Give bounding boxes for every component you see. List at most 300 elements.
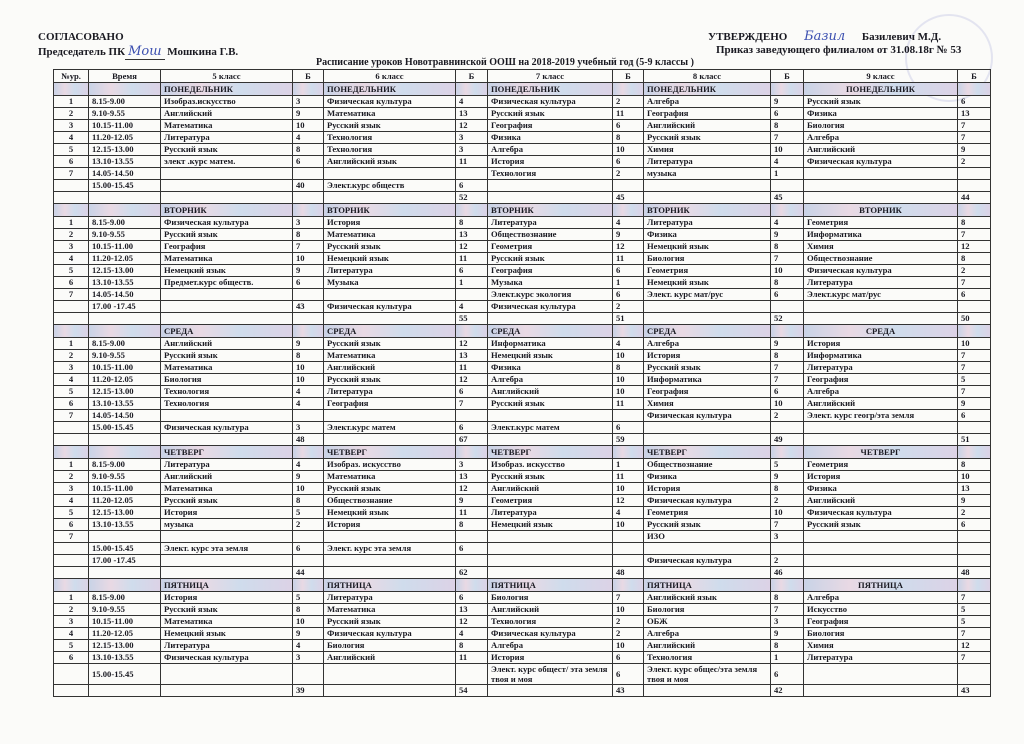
difficulty-score: 3 bbox=[456, 132, 488, 144]
difficulty-score: 6 bbox=[456, 543, 488, 555]
subject-cell: Физическая культура bbox=[644, 495, 771, 507]
subject-cell: Физическая культура bbox=[804, 156, 958, 168]
difficulty-score: 6 bbox=[771, 108, 804, 120]
difficulty-score: 11 bbox=[456, 507, 488, 519]
subject-cell bbox=[804, 543, 958, 555]
subject-cell: Физическая культура bbox=[324, 301, 456, 313]
difficulty-score bbox=[771, 301, 804, 313]
lesson-time: 15.00-15.45 bbox=[89, 422, 161, 434]
day-total: 43 bbox=[613, 685, 644, 697]
difficulty-score bbox=[771, 180, 804, 192]
subject-cell: Литература bbox=[161, 132, 293, 144]
difficulty-score: 8 bbox=[613, 362, 644, 374]
subject-cell bbox=[804, 664, 958, 685]
lesson-row bbox=[54, 652, 991, 664]
subject-cell: Русский язык bbox=[644, 362, 771, 374]
lesson-number: 2 bbox=[54, 350, 89, 362]
day-band bbox=[54, 579, 89, 592]
lesson-time: 9.10-9.55 bbox=[89, 471, 161, 483]
difficulty-score: 5 bbox=[771, 459, 804, 471]
subject-cell bbox=[644, 180, 771, 192]
empty-cell bbox=[804, 685, 958, 697]
day-band bbox=[293, 446, 324, 459]
subject-cell: География bbox=[488, 120, 613, 132]
day-band bbox=[89, 325, 161, 338]
subject-cell: Литература bbox=[161, 459, 293, 471]
subject-cell bbox=[161, 555, 293, 567]
totals-row bbox=[54, 434, 991, 446]
subject-cell: Обществознание bbox=[804, 253, 958, 265]
day-name: ПОНЕДЕЛЬНИК bbox=[161, 83, 293, 96]
subject-cell: Элект. курс общес/эта земля твоя и моя bbox=[644, 664, 771, 685]
subject-cell: Физика bbox=[804, 483, 958, 495]
lesson-number bbox=[54, 301, 89, 313]
difficulty-score bbox=[456, 289, 488, 301]
difficulty-score: 7 bbox=[456, 398, 488, 410]
lesson-time: 11.20-12.05 bbox=[89, 495, 161, 507]
lesson-row bbox=[54, 410, 991, 422]
difficulty-score bbox=[771, 543, 804, 555]
subject-cell bbox=[324, 168, 456, 180]
difficulty-score: 5 bbox=[958, 616, 991, 628]
subject-cell: Физическая культура bbox=[161, 652, 293, 664]
lesson-row bbox=[54, 241, 991, 253]
empty-cell bbox=[488, 192, 613, 204]
difficulty-score: 11 bbox=[613, 471, 644, 483]
subject-cell bbox=[488, 180, 613, 192]
subject-cell: Русский язык bbox=[324, 338, 456, 350]
lesson-time: 15.00-15.45 bbox=[89, 180, 161, 192]
difficulty-score: 13 bbox=[958, 108, 991, 120]
lesson-number: 4 bbox=[54, 374, 89, 386]
difficulty-score: 8 bbox=[293, 350, 324, 362]
difficulty-score: 7 bbox=[958, 277, 991, 289]
difficulty-score: 10 bbox=[293, 374, 324, 386]
difficulty-score: 6 bbox=[771, 664, 804, 685]
totals-row bbox=[54, 313, 991, 325]
subject-cell bbox=[324, 289, 456, 301]
difficulty-score bbox=[613, 180, 644, 192]
empty-cell bbox=[324, 567, 456, 579]
day-band bbox=[613, 579, 644, 592]
difficulty-score: 8 bbox=[771, 483, 804, 495]
day-band bbox=[54, 325, 89, 338]
day-total: 42 bbox=[771, 685, 804, 697]
subject-cell: Биология bbox=[644, 253, 771, 265]
subject-cell: Русский язык bbox=[488, 108, 613, 120]
day-band bbox=[293, 579, 324, 592]
subject-cell bbox=[161, 180, 293, 192]
subject-cell bbox=[804, 422, 958, 434]
empty-cell bbox=[804, 434, 958, 446]
difficulty-score: 9 bbox=[293, 471, 324, 483]
column-header-row bbox=[54, 70, 991, 83]
day-band bbox=[456, 579, 488, 592]
difficulty-score: 8 bbox=[293, 229, 324, 241]
subject-cell: Предмет.курс обществ. bbox=[161, 277, 293, 289]
approver-name: Базилевич М.Д. bbox=[861, 31, 942, 43]
day-band bbox=[613, 325, 644, 338]
column-header: 6 класс bbox=[324, 70, 456, 83]
difficulty-score bbox=[958, 531, 991, 543]
lesson-time: 10.15-11.00 bbox=[89, 616, 161, 628]
lesson-number: 4 bbox=[54, 253, 89, 265]
subject-cell: Английский язык bbox=[324, 156, 456, 168]
difficulty-score: 8 bbox=[771, 120, 804, 132]
subject-cell: Алгебра bbox=[644, 628, 771, 640]
subject-cell: ОБЖ bbox=[644, 616, 771, 628]
empty-cell bbox=[89, 192, 161, 204]
difficulty-score: 1 bbox=[771, 652, 804, 664]
difficulty-score bbox=[958, 543, 991, 555]
difficulty-score: 13 bbox=[958, 483, 991, 495]
subject-cell: Русский язык bbox=[488, 398, 613, 410]
lesson-row bbox=[54, 217, 991, 229]
empty-cell bbox=[644, 685, 771, 697]
subject-cell: Русский язык bbox=[644, 132, 771, 144]
subject-cell bbox=[804, 301, 958, 313]
subject-cell: Русский язык bbox=[161, 144, 293, 156]
empty-cell bbox=[804, 192, 958, 204]
day-band bbox=[771, 325, 804, 338]
day-band bbox=[89, 446, 161, 459]
subject-cell: Немецкий язык bbox=[644, 241, 771, 253]
day-total: 45 bbox=[771, 192, 804, 204]
lesson-number: 2 bbox=[54, 229, 89, 241]
subject-cell: История bbox=[324, 519, 456, 531]
difficulty-score bbox=[456, 664, 488, 685]
day-band bbox=[958, 579, 991, 592]
lesson-row bbox=[54, 459, 991, 471]
day-name: СРЕДА bbox=[161, 325, 293, 338]
difficulty-score bbox=[293, 664, 324, 685]
difficulty-score: 10 bbox=[293, 483, 324, 495]
difficulty-score bbox=[958, 555, 991, 567]
approved-label: УТВЕРЖДЕНО bbox=[708, 31, 788, 43]
difficulty-score: 10 bbox=[293, 253, 324, 265]
lesson-row bbox=[54, 253, 991, 265]
lesson-time: 8.15-9.00 bbox=[89, 217, 161, 229]
lesson-number: 4 bbox=[54, 132, 89, 144]
difficulty-score: 3 bbox=[771, 531, 804, 543]
difficulty-score: 8 bbox=[456, 519, 488, 531]
lesson-number: 5 bbox=[54, 265, 89, 277]
lesson-row bbox=[54, 519, 991, 531]
lesson-time: 12.15-13.00 bbox=[89, 144, 161, 156]
subject-cell: География bbox=[804, 374, 958, 386]
day-name: ПЯТНИЦА bbox=[161, 579, 293, 592]
subject-cell: Алгебра bbox=[804, 132, 958, 144]
subject-cell: Математика bbox=[324, 604, 456, 616]
subject-cell: Физика bbox=[488, 362, 613, 374]
difficulty-score: 2 bbox=[613, 168, 644, 180]
subject-cell bbox=[644, 422, 771, 434]
difficulty-score: 8 bbox=[456, 217, 488, 229]
subject-cell: Английский bbox=[804, 398, 958, 410]
empty-cell bbox=[161, 567, 293, 579]
difficulty-score: 4 bbox=[771, 217, 804, 229]
day-name: ПЯТНИЦА bbox=[324, 579, 456, 592]
difficulty-score: 9 bbox=[958, 495, 991, 507]
subject-cell: История bbox=[644, 483, 771, 495]
difficulty-score: 7 bbox=[958, 652, 991, 664]
difficulty-score: 11 bbox=[456, 362, 488, 374]
subject-cell: Литература bbox=[488, 507, 613, 519]
day-name: ПЯТНИЦА bbox=[644, 579, 771, 592]
subject-cell: Химия bbox=[804, 640, 958, 652]
difficulty-score: 6 bbox=[456, 592, 488, 604]
day-band bbox=[456, 325, 488, 338]
subject-cell: Информатика bbox=[488, 338, 613, 350]
subject-cell: Искусство bbox=[804, 604, 958, 616]
subject-cell: Музыка bbox=[488, 277, 613, 289]
lesson-row bbox=[54, 422, 991, 434]
day-total: 51 bbox=[613, 313, 644, 325]
day-total: 44 bbox=[293, 567, 324, 579]
difficulty-score: 4 bbox=[613, 217, 644, 229]
difficulty-score: 2 bbox=[958, 156, 991, 168]
day-band bbox=[958, 325, 991, 338]
empty-cell bbox=[89, 313, 161, 325]
subject-cell: Изобраз.искусство bbox=[161, 96, 293, 108]
subject-cell: Алгебра bbox=[488, 374, 613, 386]
difficulty-score: 7 bbox=[958, 628, 991, 640]
lesson-row bbox=[54, 120, 991, 132]
day-total: 54 bbox=[456, 685, 488, 697]
day-band bbox=[89, 83, 161, 96]
subject-cell: Русский язык bbox=[324, 120, 456, 132]
lesson-number: 6 bbox=[54, 277, 89, 289]
empty-cell bbox=[488, 434, 613, 446]
subject-cell: Русский язык bbox=[324, 241, 456, 253]
lesson-row bbox=[54, 483, 991, 495]
empty-cell bbox=[644, 192, 771, 204]
subject-cell: История bbox=[804, 338, 958, 350]
subject-cell: Английский bbox=[324, 362, 456, 374]
day-total: 43 bbox=[958, 685, 991, 697]
difficulty-score bbox=[456, 168, 488, 180]
subject-cell: Физическая культура bbox=[804, 507, 958, 519]
subject-cell: История bbox=[804, 471, 958, 483]
difficulty-score: 12 bbox=[456, 374, 488, 386]
subject-cell: Английский bbox=[324, 652, 456, 664]
lesson-time: 11.20-12.05 bbox=[89, 253, 161, 265]
subject-cell: Физическая культура bbox=[804, 265, 958, 277]
difficulty-score bbox=[613, 543, 644, 555]
difficulty-score: 11 bbox=[456, 253, 488, 265]
difficulty-score: 12 bbox=[456, 338, 488, 350]
subject-cell: Английский bbox=[161, 108, 293, 120]
difficulty-score bbox=[958, 168, 991, 180]
difficulty-score: 6 bbox=[771, 386, 804, 398]
subject-cell: Биология bbox=[644, 604, 771, 616]
totals-row bbox=[54, 567, 991, 579]
approved-line bbox=[708, 29, 941, 44]
lesson-time: 17.00 -17.45 bbox=[89, 301, 161, 313]
difficulty-score: 2 bbox=[958, 265, 991, 277]
difficulty-score: 7 bbox=[771, 253, 804, 265]
day-total: 48 bbox=[613, 567, 644, 579]
lesson-time: 8.15-9.00 bbox=[89, 338, 161, 350]
order-text: Приказ заведующего филиалом от 31.08.18г № 53 bbox=[716, 44, 962, 56]
difficulty-score: 10 bbox=[613, 350, 644, 362]
subject-cell: Биология bbox=[324, 640, 456, 652]
difficulty-score: 7 bbox=[958, 132, 991, 144]
difficulty-score: 7 bbox=[293, 241, 324, 253]
subject-cell: Информатика bbox=[804, 229, 958, 241]
subject-cell: Русский язык bbox=[488, 471, 613, 483]
subject-cell: Обществознание bbox=[324, 495, 456, 507]
subject-cell: Литература bbox=[324, 592, 456, 604]
lesson-number: 1 bbox=[54, 338, 89, 350]
day-name: ПЯТНИЦА bbox=[804, 579, 958, 592]
difficulty-score: 5 bbox=[293, 592, 324, 604]
difficulty-score: 5 bbox=[958, 374, 991, 386]
subject-cell: Литература bbox=[804, 277, 958, 289]
subject-cell: Немецкий язык bbox=[161, 265, 293, 277]
difficulty-score: 7 bbox=[958, 592, 991, 604]
subject-cell: Физика bbox=[644, 229, 771, 241]
difficulty-score bbox=[958, 180, 991, 192]
difficulty-score: 6 bbox=[613, 120, 644, 132]
difficulty-score: 2 bbox=[293, 519, 324, 531]
column-header: Б bbox=[293, 70, 324, 83]
difficulty-score: 10 bbox=[613, 483, 644, 495]
subject-cell: Технология bbox=[488, 616, 613, 628]
subject-cell: Немецкий язык bbox=[488, 350, 613, 362]
difficulty-score: 8 bbox=[293, 144, 324, 156]
day-name: ЧЕТВЕРГ bbox=[804, 446, 958, 459]
difficulty-score: 7 bbox=[613, 592, 644, 604]
subject-cell: География bbox=[804, 616, 958, 628]
subject-cell: Биология bbox=[804, 120, 958, 132]
empty-cell bbox=[324, 192, 456, 204]
lesson-number: 7 bbox=[54, 410, 89, 422]
difficulty-score bbox=[456, 410, 488, 422]
difficulty-score: 8 bbox=[771, 350, 804, 362]
day-band bbox=[54, 446, 89, 459]
difficulty-score: 3 bbox=[293, 217, 324, 229]
subject-cell: Физическая культура bbox=[324, 96, 456, 108]
difficulty-score: 6 bbox=[293, 277, 324, 289]
difficulty-score: 1 bbox=[456, 277, 488, 289]
difficulty-score: 4 bbox=[613, 338, 644, 350]
day-total: 51 bbox=[958, 434, 991, 446]
lesson-row bbox=[54, 229, 991, 241]
lesson-row bbox=[54, 362, 991, 374]
subject-cell: Технология bbox=[161, 398, 293, 410]
difficulty-score: 13 bbox=[456, 604, 488, 616]
lesson-row bbox=[54, 664, 991, 685]
subject-cell: Геометрия bbox=[804, 459, 958, 471]
empty-cell bbox=[161, 313, 293, 325]
lesson-time: 14.05-14.50 bbox=[89, 410, 161, 422]
subject-cell: Русский язык bbox=[644, 519, 771, 531]
column-header: Б bbox=[771, 70, 804, 83]
subject-cell: Музыка bbox=[324, 277, 456, 289]
difficulty-score: 6 bbox=[456, 386, 488, 398]
difficulty-score: 11 bbox=[613, 398, 644, 410]
lesson-row bbox=[54, 144, 991, 156]
lesson-row bbox=[54, 495, 991, 507]
empty-cell bbox=[644, 434, 771, 446]
difficulty-score: 3 bbox=[293, 652, 324, 664]
difficulty-score bbox=[456, 531, 488, 543]
difficulty-score bbox=[958, 664, 991, 685]
difficulty-score: 1 bbox=[771, 168, 804, 180]
difficulty-score: 9 bbox=[293, 628, 324, 640]
subject-cell: Литература bbox=[161, 640, 293, 652]
subject-cell: Биология bbox=[161, 374, 293, 386]
subject-cell: Физическая культура bbox=[644, 410, 771, 422]
difficulty-score: 10 bbox=[958, 471, 991, 483]
difficulty-score: 4 bbox=[293, 386, 324, 398]
day-band bbox=[293, 204, 324, 217]
difficulty-score: 7 bbox=[771, 604, 804, 616]
day-band bbox=[613, 83, 644, 96]
subject-cell bbox=[488, 555, 613, 567]
lesson-time: 9.10-9.55 bbox=[89, 350, 161, 362]
difficulty-score: 2 bbox=[771, 495, 804, 507]
subject-cell bbox=[804, 168, 958, 180]
difficulty-score: 7 bbox=[958, 386, 991, 398]
subject-cell: Русский язык bbox=[161, 229, 293, 241]
lesson-row bbox=[54, 301, 991, 313]
lesson-row bbox=[54, 156, 991, 168]
subject-cell: Английский bbox=[644, 120, 771, 132]
lesson-number bbox=[54, 543, 89, 555]
subject-cell: Обществознание bbox=[488, 229, 613, 241]
lesson-number: 6 bbox=[54, 519, 89, 531]
day-total: 67 bbox=[456, 434, 488, 446]
difficulty-score: 8 bbox=[958, 217, 991, 229]
empty-cell bbox=[324, 434, 456, 446]
subject-cell: Немецкий язык bbox=[488, 519, 613, 531]
lesson-number: 4 bbox=[54, 628, 89, 640]
subject-cell bbox=[488, 410, 613, 422]
difficulty-score: 10 bbox=[771, 507, 804, 519]
subject-cell: История bbox=[644, 350, 771, 362]
subject-cell: Изобраз. искусство bbox=[488, 459, 613, 471]
subject-cell: Элект.курс экология bbox=[488, 289, 613, 301]
difficulty-score: 6 bbox=[293, 156, 324, 168]
difficulty-score: 4 bbox=[613, 507, 644, 519]
difficulty-score: 43 bbox=[293, 301, 324, 313]
subject-cell: Технология bbox=[488, 168, 613, 180]
day-band bbox=[771, 446, 804, 459]
subject-cell: Геометрия bbox=[488, 495, 613, 507]
column-header: Б bbox=[613, 70, 644, 83]
day-band bbox=[293, 325, 324, 338]
lesson-number: 7 bbox=[54, 168, 89, 180]
difficulty-score bbox=[958, 301, 991, 313]
difficulty-score: 8 bbox=[293, 495, 324, 507]
difficulty-score: 4 bbox=[456, 301, 488, 313]
difficulty-score: 10 bbox=[613, 519, 644, 531]
lesson-number bbox=[54, 555, 89, 567]
empty-cell bbox=[54, 434, 89, 446]
difficulty-score: 4 bbox=[293, 459, 324, 471]
difficulty-score: 11 bbox=[613, 253, 644, 265]
lesson-time: 11.20-12.05 bbox=[89, 132, 161, 144]
subject-cell: Английский bbox=[161, 471, 293, 483]
lesson-number: 2 bbox=[54, 108, 89, 120]
empty-cell bbox=[161, 434, 293, 446]
difficulty-score: 13 bbox=[456, 108, 488, 120]
subject-cell: Литература bbox=[324, 386, 456, 398]
column-header: №ур. bbox=[54, 70, 89, 83]
column-header: Б bbox=[456, 70, 488, 83]
